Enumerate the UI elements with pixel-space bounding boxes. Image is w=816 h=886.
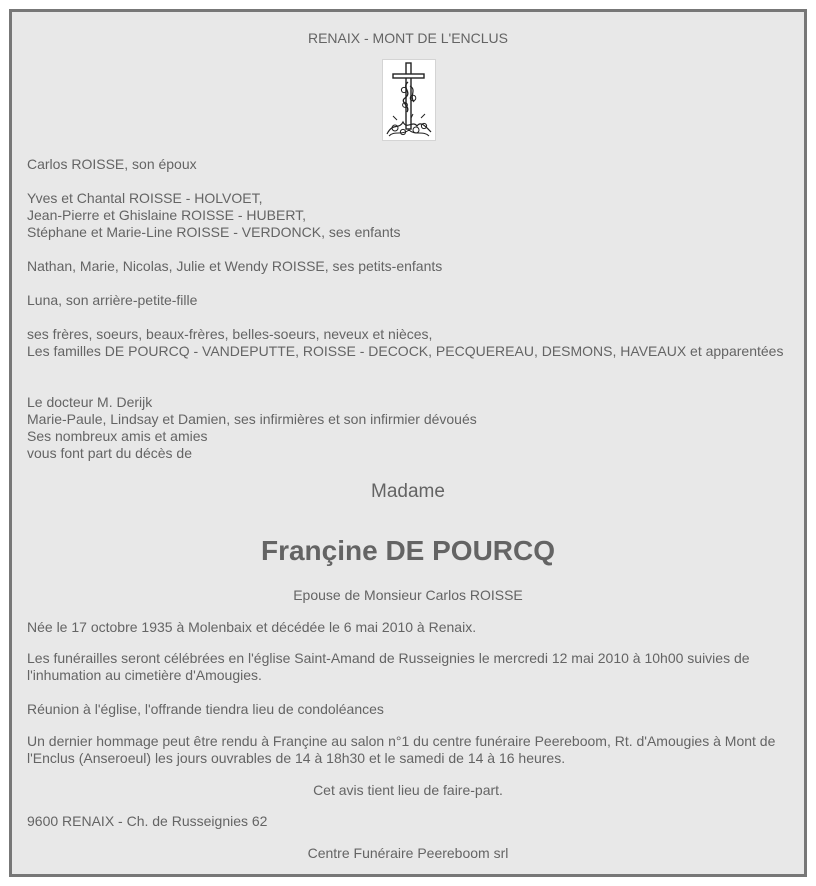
- families-line: Les familles DE POURCQ - VANDEPUTTE, ROISSE - DECOCK, PECQUEREAU, DESMONS, HAVEAUX et apparentées: [27, 343, 784, 359]
- spouse-of-line: Epouse de Monsieur Carlos ROISSE: [293, 587, 523, 603]
- funeral-paragraph: Les funérailles seront célébrées en l'église Saint-Amand de Russeignies le mercredi 12 mai 2010 à 10h00 suivies de l'inhumation au cimetière d'Amougies.: [27, 650, 750, 683]
- funeral-home-line: Centre Funéraire Peereboom srl: [307, 845, 509, 861]
- nurses-line: Marie-Paule, Lindsay et Damien, ses infirmières et son infirmier dévoués: [27, 411, 477, 427]
- city-header: RENAIX - MONT DE L'ENCLUS: [307, 30, 508, 46]
- obituary-card: [9, 9, 807, 877]
- children-line-3: Stéphane et Marie-Line ROISSE - VERDONCK, ses enfants: [27, 224, 401, 240]
- siblings-line: ses frères, soeurs, beaux-frères, belles-soeurs, neveux et nièces,: [27, 326, 433, 342]
- deceased-name: Françine DE POURCQ: [260, 535, 556, 566]
- address-line: 9600 RENAIX - Ch. de Russeignies 62: [27, 813, 268, 829]
- cross-with-flowers-icon: [382, 59, 436, 141]
- friends-line: Ses nombreux amis et amies: [27, 428, 208, 444]
- reunion-line: Réunion à l'église, l'offrande tiendra lieu de condoléances: [27, 701, 384, 717]
- children-line-1: Yves et Chantal ROISSE - HOLVOET,: [27, 190, 263, 206]
- notice-line: Cet avis tient lieu de faire-part.: [313, 782, 503, 798]
- spouse-line: Carlos ROISSE, son époux: [27, 156, 197, 172]
- cross-emblem-svg: [383, 60, 435, 140]
- deceased-title: Madame: [371, 481, 445, 502]
- children-line-2: Jean-Pierre et Ghislaine ROISSE - HUBERT,: [27, 207, 307, 223]
- grandchildren-line: Nathan, Marie, Nicolas, Julie et Wendy ROISSE, ses petits-enfants: [27, 258, 443, 274]
- announcement-line: vous font part du décès de: [27, 445, 192, 461]
- homage-paragraph: Un dernier hommage peut être rendu à Françine au salon n°1 du centre funéraire Peereboom, Rt. d'Amougies à Mont de l'Enclus (Anseroeul) les jours ouvrables de 14 à 18h30 et le samedi de 14 à 16 heures.: [27, 733, 776, 766]
- great-grandchild-line: Luna, son arrière-petite-fille: [27, 292, 198, 308]
- birth-death-line: Née le 17 octobre 1935 à Molenbaix et décédée le 6 mai 2010 à Renaix.: [27, 619, 477, 635]
- doctor-line: Le docteur M. Derijk: [27, 394, 153, 410]
